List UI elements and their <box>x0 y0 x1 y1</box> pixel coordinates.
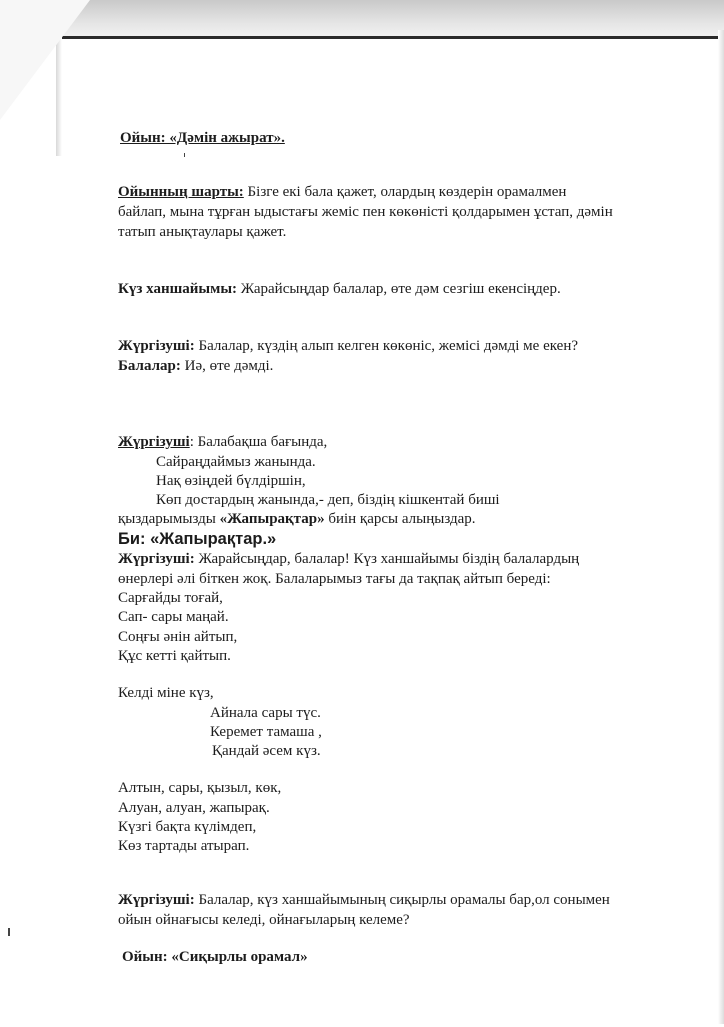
host-label: Жүргізуші: <box>118 338 195 354</box>
host2-line4: Көп достардың жанында,- деп, біздің кішкентай биші <box>156 492 500 508</box>
children-reply <box>118 356 273 376</box>
host3-line1 <box>118 549 579 569</box>
scan-speck <box>8 928 10 936</box>
poem3-line: Көз тартады атырап. <box>118 838 250 854</box>
dance-title: Би: «Жапырақтар.» <box>118 530 277 548</box>
dance-name: «Жапырақтар» <box>219 511 325 527</box>
host2-line5 <box>118 509 476 529</box>
host2-label: Жүргізуші <box>118 434 190 450</box>
game1-rules-line3: татып анықтаулары қажет. <box>118 224 287 240</box>
host3-label: Жүргізуші: <box>118 551 195 567</box>
poem2-line4: Қандай әсем күз. <box>212 743 321 759</box>
poem1-line: Құс кетті қайтып. <box>118 648 231 664</box>
queen-text: Жарайсыңдар балалар, өте дәм сезгіш екенсіңдер. <box>237 281 561 297</box>
game1-title: Ойын: «Дәмін ажырат». <box>120 130 285 146</box>
scan-shadow-top <box>0 0 724 40</box>
game1-rules-line1 <box>118 182 566 202</box>
queen-reply <box>118 279 561 299</box>
host2-line2: Сайраңдаймыз жанында. <box>156 454 316 470</box>
rules-text: Бізге екі бала қажет, олардың көздерін орамалмен <box>243 184 567 200</box>
host2-text: : Балабақша бағында, <box>189 434 328 450</box>
poem2-line3: Керемет тамаша , <box>210 724 322 740</box>
game1-rules-line2: байлап, мына тұрған ыдыстағы жеміс пен көкөністі қолдарымен ұстап, дәмін <box>118 204 613 220</box>
host3-line2: өнерлері әлі біткен жоқ. Балаларымыз тағы да тақпақ айтып береді: <box>118 571 551 587</box>
scan-shadow-right <box>718 30 724 1024</box>
host2-line3: Нақ өзіңдей бүлдіршін, <box>156 473 306 489</box>
host-question <box>118 336 578 356</box>
queen-label: Күз ханшайымы: <box>118 281 238 297</box>
host3-text: Жарайсыңдар, балалар! Күз ханшайымы біздің балалардың <box>194 551 580 567</box>
poem2-line2: Айнала сары түс. <box>210 705 321 721</box>
host2-line5-end: биін қарсы алыңыздар. <box>324 511 476 527</box>
poem2-line1: Келді міне күз, <box>118 685 214 701</box>
poem1-line: Соңғы әнін айтып, <box>118 629 238 645</box>
poem3-line: Алуан, алуан, жапырақ. <box>118 800 270 816</box>
scan-speck <box>184 153 185 157</box>
host2-line5-start: қыздарымызды <box>118 511 220 527</box>
poem1-line: Сап- сары маңай. <box>118 609 229 625</box>
host4-text: Балалар, күз ханшайымының сиқырлы орамалы бар,ол сонымен <box>194 892 610 908</box>
poem3-line: Күзгі бақта күлімдеп, <box>118 819 257 835</box>
host4-line1 <box>118 890 610 910</box>
rules-label: Ойынның шарты: <box>118 184 244 200</box>
host4-label: Жүргізуші: <box>118 892 195 908</box>
poem1-line: Сарғайды тоғай, <box>118 590 223 606</box>
children-label: Балалар: <box>118 358 181 374</box>
host-text: Балалар, күздің алып келген көкөніс, жемісі дәмді ме екен? <box>194 338 579 354</box>
children-text: Иә, өте дәмді. <box>180 358 274 374</box>
host4-line2: ойын ойнағысы келеді, ойнағыларың келеме? <box>118 912 410 928</box>
poem3-line: Алтын, сары, қызыл, көк, <box>118 780 282 796</box>
host2-line1 <box>118 432 327 452</box>
folded-corner <box>0 0 90 120</box>
game2-title: Ойын: «Сиқырлы орамал» <box>122 949 308 965</box>
